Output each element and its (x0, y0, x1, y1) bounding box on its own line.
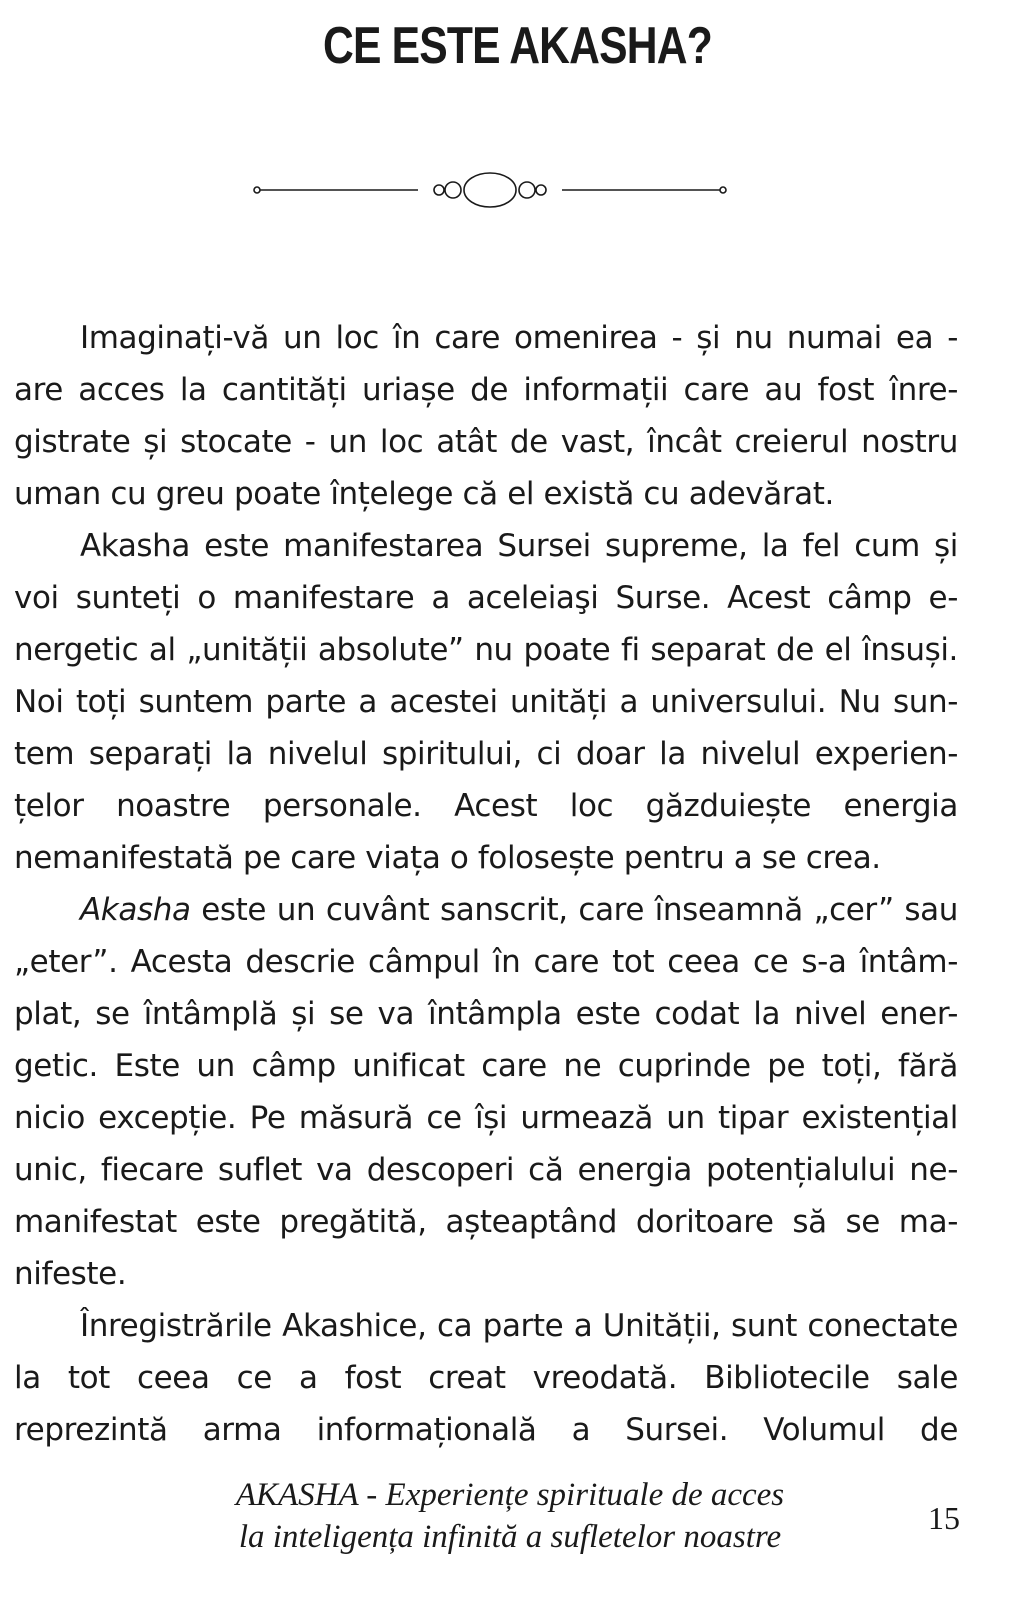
text-line: plat, se întâmplă și se va întâmpla este codat la nivel ener- (14, 996, 958, 1032)
text-line: Noi toți suntem parte a acestei unități a universului. Nu sun- (14, 684, 958, 720)
footer-title-line: la inteligența infinită a sufletelor noastre (238, 1519, 782, 1555)
text-line: nicio excepție. Pe măsură ce își urmează un tipar existențial (14, 1100, 958, 1136)
text-line: nifeste. (14, 1256, 127, 1292)
text-line: Akasha este manifestarea Sursei supreme, la fel cum și (80, 528, 958, 564)
text-line: getic. Este un câmp unificat care ne cuprinde pe toți, fără (14, 1048, 958, 1084)
text-line (14, 884, 958, 936)
text-line: țelor noastre personale. Acest loc găzduiește energia (14, 788, 958, 824)
text-line: nergetic al „unității absolute” nu poate fi separat de el însuși. (14, 632, 958, 668)
text-line: reprezintă arma informațională a Sursei. Volumul de (14, 1412, 958, 1448)
text-line: la tot ceea ce a fost creat vreodată. Bibliotecile sale (14, 1360, 958, 1396)
page-number: 15 (928, 1500, 960, 1536)
text-line: Imaginați-vă un loc în care omenirea - și nu numai ea - (80, 320, 958, 356)
text-line: gistrate și stocate - un loc atât de vast, încât creierul nostru (14, 424, 958, 460)
text-line-rest: este un cuvânt sanscrit, care înseamnă „cer” sau (190, 892, 958, 928)
text-line: manifestat este pregătită, așteaptând doritoare să se ma- (14, 1204, 958, 1240)
text-line: Înregistrările Akashice, ca parte a Unității, sunt conectate (80, 1308, 958, 1344)
text-line: voi sunteți o manifestare a aceleiaşi Surse. Acest câmp e- (14, 580, 958, 616)
text-line: tem separați la nivelul spiritului, ci doar la nivelul experien- (14, 736, 958, 772)
ornamental-divider-icon (250, 168, 780, 212)
text-line: „eter”. Acesta descrie câmpul în care tot ceea ce s-a întâm- (14, 944, 958, 980)
body-text (14, 312, 958, 1456)
text-line: uman cu greu poate înțelege că el există cu adevărat. (14, 476, 834, 512)
footer-title-line: AKASHA - Experiențe spirituale de acces (235, 1477, 785, 1513)
italic-term: Akasha (80, 892, 191, 928)
text-line: unic, fiecare suflet va descoperi că energia potențialului ne- (14, 1152, 958, 1188)
running-footer-book-title (190, 1474, 830, 1558)
text-line: are acces la cantități uriașe de informații care au fost înre- (14, 372, 958, 408)
page-title: CE ESTE AKASHA? (323, 17, 712, 75)
text-line: nemanifestată pe care viața o folosește pentru a se crea. (14, 840, 881, 876)
